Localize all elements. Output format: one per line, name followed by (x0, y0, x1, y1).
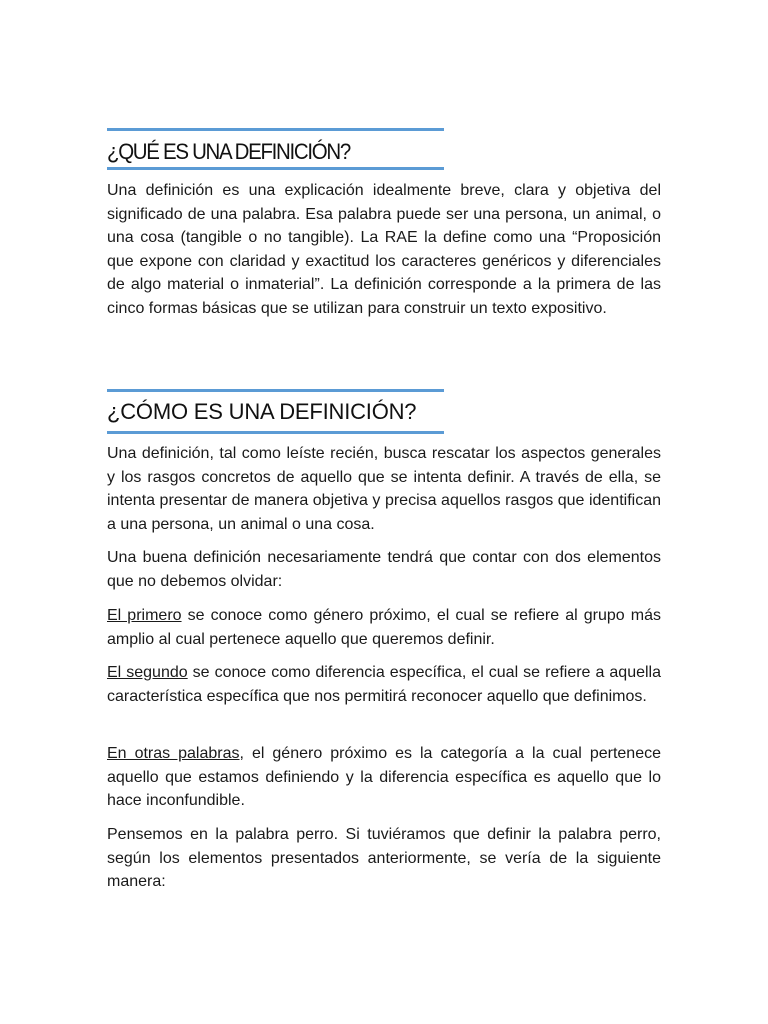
otras-palabras-label: En otras palabras (107, 745, 240, 762)
section2-paragraph-1: Una definición, tal como leíste recién, busca rescatar los aspectos generales y los rasgos concretos de aquello que se intenta definir. A través de ella, se intenta presentar de manera objetiva y precisa aquellos rasgos que identifican a una persona, un animal o una cosa. (107, 445, 661, 533)
section1-heading: ¿QUÉ ES UNA DEFINICIÓN? (107, 139, 350, 164)
section2-heading: ¿CÓMO ES UNA DEFINICIÓN? (107, 399, 417, 424)
section1-paragraph: Una definición es una explicación idealmente breve, clara y objetiva del significado de una palabra. Esa palabra puede ser una persona, un animal, o una cosa (tangible o no tangible). La RAE la define como una “Proposición que expone con claridad y exactitud los caracteres genéricos y diferenciales de algo material o inmaterial”. La definición corresponde a la primera de las cinco formas básicas que se utilizan para construir un texto expositivo. (107, 182, 661, 317)
section1-bottom-rule (107, 167, 444, 170)
section2-paragraph-6: Pensemos en la palabra perro. Si tuviéramos que definir la palabra perro, según los elementos presentados anteriormente, se vería de la siguiente manera: (107, 826, 661, 890)
primero-text: se conoce como género próximo, el cual se refiere al grupo más amplio al cual pertenece aquello que queremos definir. (107, 607, 661, 648)
section2-top-rule (107, 389, 444, 392)
section1-top-rule (107, 128, 444, 131)
section2-paragraph-5 (107, 742, 661, 813)
segundo-text: se conoce como diferencia específica, el cual se refiere a aquella característica específica que nos permitirá reconocer aquello que definimos. (107, 664, 662, 705)
segundo-label: El segundo (107, 664, 188, 681)
section2-paragraph-3 (107, 604, 661, 651)
primero-label: El primero (107, 607, 182, 624)
otras-palabras-text: , el género próximo es la categoría a la cual pertenece aquello que estamos definiendo y la diferencia específica es aquello que lo hace inconfundible. (107, 745, 662, 809)
section2-bottom-rule (107, 431, 444, 434)
section2-paragraph-4 (107, 661, 661, 708)
section2-paragraph-2: Una buena definición necesariamente tendrá que contar con dos elementos que no debemos olvidar: (107, 549, 661, 590)
